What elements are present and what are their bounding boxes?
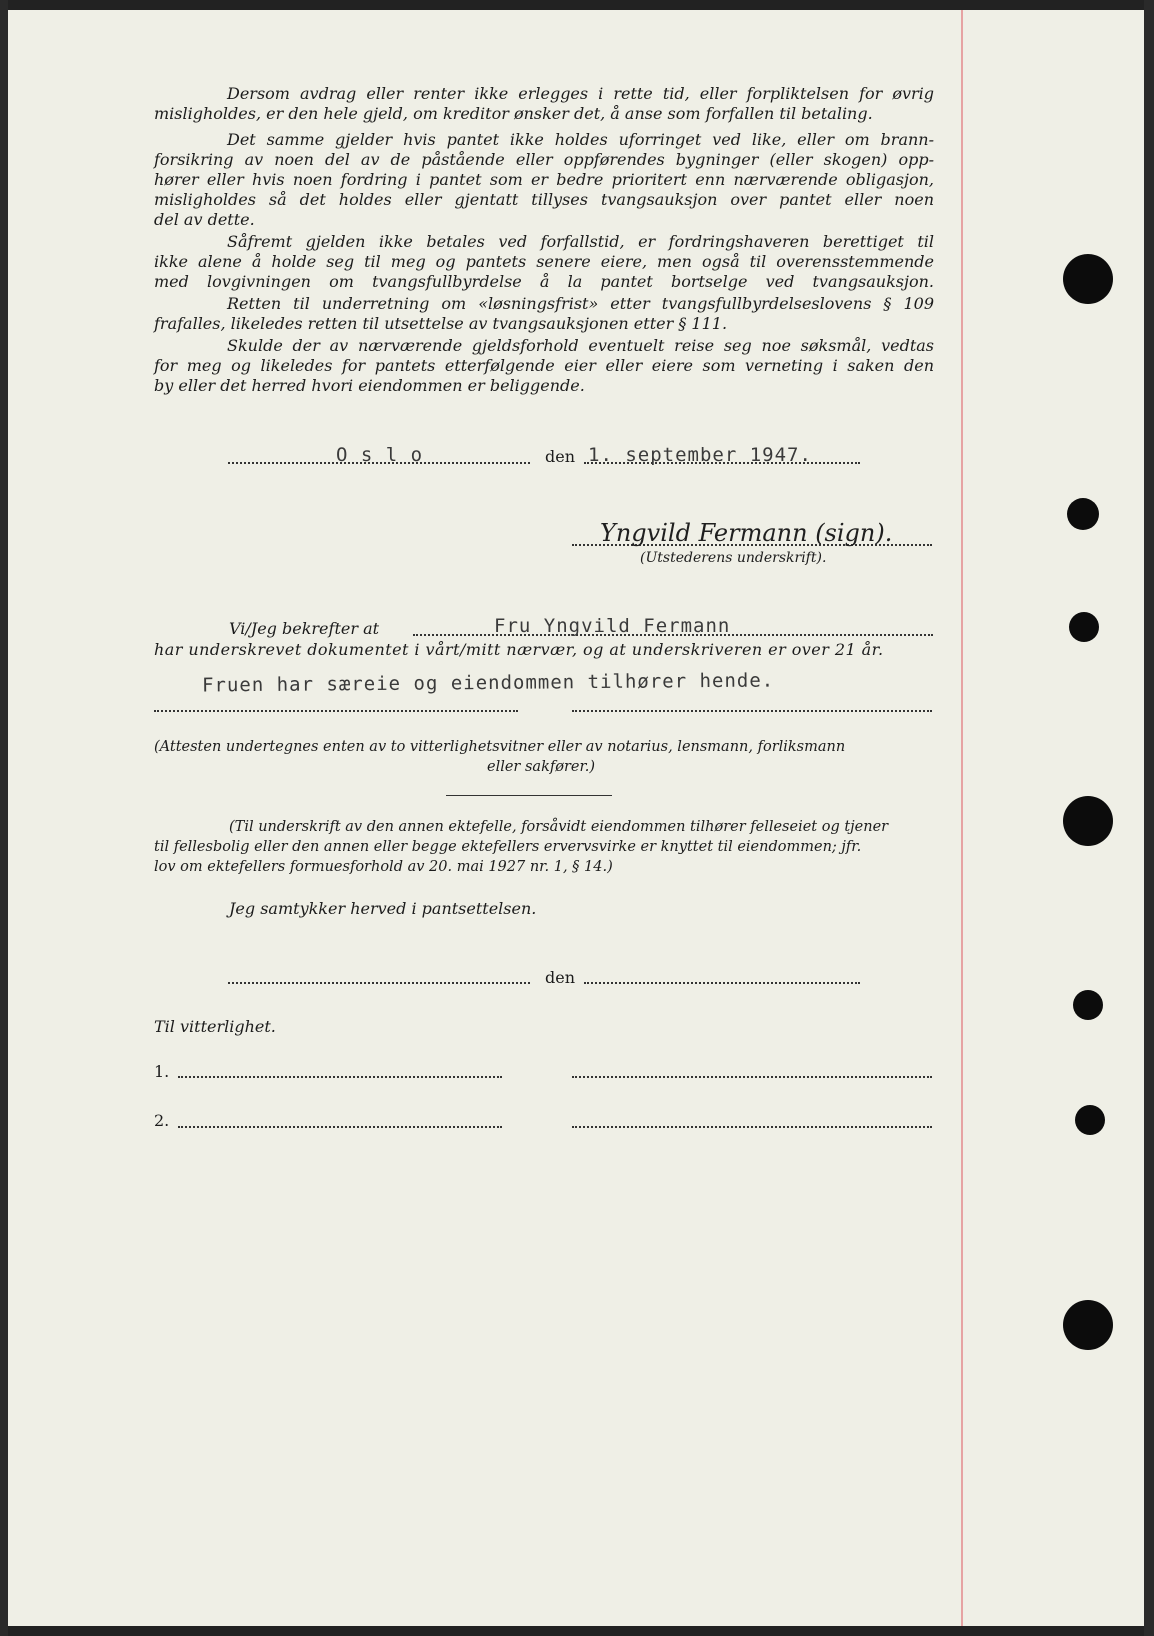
attest-typed-note: Fruen har særeie og eiendommen tilhører hende.: [201, 669, 775, 697]
punch-hole: [1063, 1300, 1113, 1350]
text-line: by eller det herred hvori eiendommen er beliggende.: [154, 376, 585, 395]
text-line: for meg og likeledes for pantets etterfølgende eier eller eiere som verneting i saken den: [154, 356, 934, 375]
margin-line: [961, 10, 963, 1626]
spouse-note-line: til fellesbolig eller den annen eller begge ektefellers ervervsvirke er knyttet til eiendommen; jfr.: [154, 839, 862, 855]
date-value: 1. september 1947.: [588, 444, 812, 466]
witness-1-line-a: [178, 1074, 502, 1078]
spouse-note-line: lov om ektefellers formuesforhold av 20. mai 1927 nr. 1, § 14.): [154, 859, 613, 875]
spouse-consent: Jeg samtykker herved i pantsettelsen.: [229, 899, 537, 918]
witness-1-line-b: [572, 1074, 932, 1078]
punch-hole: [1075, 1105, 1105, 1135]
text-line: misligholdes så det holdes eller gjentatt tillyses tvangsauksjon over pantet eller noen: [154, 190, 934, 209]
punch-hole: [1073, 990, 1103, 1020]
scan-border-top: [0, 0, 1154, 10]
scan-border-right: [1144, 0, 1154, 1636]
text-line: Skulde der av nærværende gjeldsforhold eventuelt reise seg noe søksmål, vedtas: [227, 336, 934, 355]
text-line: ikke alene å holde seg til meg og pantets senere eiere, men også til overensstemmende: [154, 252, 934, 271]
witness-title: Til vitterlighet.: [154, 1017, 276, 1036]
scan-border-bottom: [0, 1626, 1154, 1636]
witness-2-line-a: [178, 1124, 502, 1128]
text-line: med lovgivningen om tvangsfullbyrdelse å la pantet bortselge ved tvangsauksjon.: [154, 272, 934, 291]
spouse-date-dotted-line: [584, 980, 860, 984]
paragraph-notice-waiver: [154, 294, 934, 334]
text-line: Det samme gjelder hvis pantet ikke holdes uforringet ved like, eller om brann-: [227, 130, 934, 149]
spouse-den-label: den: [545, 968, 576, 987]
attest-prefix: Vi/Jeg bekrefter at: [229, 619, 380, 638]
punch-hole: [1067, 498, 1099, 530]
paragraph-venue: [154, 336, 934, 396]
text-line: hører eller hvis noen fordring i pantet som er bedre prioritert enn nærværende obligasjon,: [154, 170, 934, 189]
text-line: del av dette.: [154, 210, 255, 229]
punch-hole: [1063, 254, 1113, 304]
attest-witness-line-2: [572, 708, 932, 712]
witness-2-line-b: [572, 1124, 932, 1128]
punch-hole: [1063, 796, 1113, 846]
text-line: forsikring av noen del av de påstående eller oppførendes bygninger (eller skogen) opp-: [154, 150, 934, 169]
text-line: frafalles, likeledes retten til utsettelse av tvangsauksjonen etter § 111.: [154, 314, 728, 333]
witness-number-2: 2.: [154, 1111, 170, 1130]
witness-number-1: 1.: [154, 1062, 170, 1081]
attest-note-line: (Attesten undertegnes enten av to vitterlighetsvitner eller av notarius, lensmann, forliksmann: [154, 739, 846, 755]
spouse-place-dotted-line: [228, 980, 530, 984]
signature-caption: (Utstederens underskrift).: [640, 550, 827, 566]
paragraph-forced-sale: [154, 232, 934, 292]
attest-note-line: eller sakfører.): [487, 759, 596, 775]
attest-name: Fru Yngvild Fermann: [494, 615, 731, 637]
paragraph-maintenance-terms: [154, 130, 934, 230]
text-line: Såfremt gjelden ikke betales ved forfallstid, er fordringshaveren berettiget til: [227, 232, 934, 251]
scan-border-left: [0, 0, 8, 1636]
section-divider: [446, 795, 612, 796]
punch-hole: [1069, 612, 1099, 642]
attest-witness-line-1: [154, 708, 518, 712]
place-value: O s l o: [336, 444, 424, 466]
handwritten-signature: Yngvild Fermann (sign).: [600, 519, 893, 547]
text-line: Retten til underretning om «løsningsfrist» etter tvangsfullbyrdelseslovens § 109: [227, 294, 934, 313]
text-line: misligholdes, er den hele gjeld, om kreditor ønsker det, å anse som forfallen til betaling.: [154, 104, 873, 123]
date-den-label: den: [545, 447, 576, 466]
spouse-note-line: (Til underskrift av den annen ektefelle, forsåvidt eiendommen tilhører felleseiet og tjener: [229, 819, 889, 835]
attest-statement: har underskrevet dokumentet i vårt/mitt nærvær, og at underskriveren er over 21 år.: [154, 640, 884, 659]
paragraph-default-terms: [154, 84, 934, 124]
text-line: Dersom avdrag eller renter ikke erlegges i rette tid, eller forpliktelsen for øvrig: [227, 84, 934, 103]
